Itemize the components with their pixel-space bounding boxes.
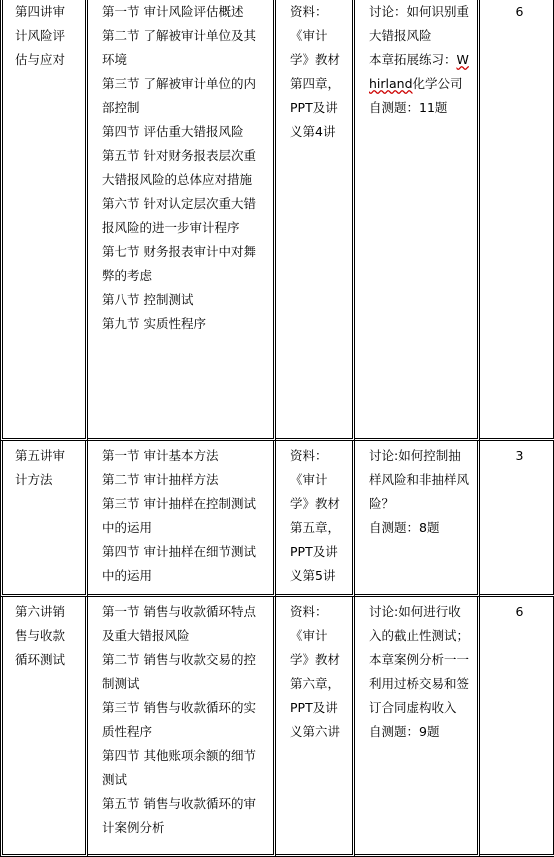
lecture-title: 第六讲销售与收款循环测试	[0, 597, 88, 857]
material-cell: 资料：《审计学》教材第四章，PPT及讲义第4讲	[276, 0, 355, 441]
section-item: 第二节 销售与收款交易的控制测试	[102, 652, 256, 691]
extension-exercise: 本章拓展练习：Whirland化学公司	[369, 52, 469, 91]
discussion-cell	[355, 0, 480, 441]
self-test: 自测题：9题	[369, 724, 440, 739]
discussion-topic: 讨论:如何控制抽样风险和非抽样风险？	[369, 448, 470, 511]
section-item: 第三节 销售与收款循环的实质性程序	[102, 700, 256, 739]
section-item: 第四节 审计抽样在细节测试中的运用	[102, 544, 256, 583]
section-item: 第三节 了解被审计单位的内部控制	[102, 76, 256, 115]
material-cell: 资料：《审计学》教材第六章，PPT及讲义第六讲	[276, 597, 355, 857]
section-item: 第一节 销售与收款循环特点及重大错报风险	[102, 604, 256, 643]
section-list	[88, 0, 276, 441]
table-row	[0, 597, 554, 857]
section-item: 第九节 实质性程序	[102, 316, 206, 331]
hours-cell: 3	[480, 441, 554, 597]
section-item: 第一节 审计基本方法	[102, 448, 219, 463]
discussion-topic: 讨论：如何识别重大错报风险	[369, 4, 470, 43]
hours-cell: 6	[480, 0, 554, 441]
table-row	[0, 441, 554, 597]
section-item: 第四节 其他账项余额的细节测试	[102, 748, 256, 787]
section-item: 第五节 针对财务报表层次重大错报风险的总体应对措施	[102, 148, 256, 187]
self-test: 自测题：11题	[369, 100, 448, 115]
section-list	[88, 597, 276, 857]
discussion-cell	[355, 597, 480, 857]
section-list	[88, 441, 276, 597]
section-item: 第二节 审计抽样方法	[102, 472, 219, 487]
section-item: 第二节 了解被审计单位及其环境	[102, 28, 256, 67]
discussion-topic: 讨论:如何进行收入的截止性测试；	[369, 604, 470, 643]
section-item: 第五节 销售与收款循环的审计案例分析	[102, 796, 256, 835]
case-analysis: 本章案例分析一一利用过桥交易和签订合同虚构收入	[369, 652, 470, 715]
self-test: 自测题：8题	[369, 520, 440, 535]
section-item: 第七节 财务报表审计中对舞弊的考虑	[102, 244, 256, 283]
lecture-title: 第四讲审计风险评估与应对	[0, 0, 88, 441]
section-item: 第八节 控制测试	[102, 292, 194, 307]
company-name: Whirland	[369, 52, 469, 91]
lecture-title: 第五讲审计方法	[0, 441, 88, 597]
section-item: 第六节 针对认定层次重大错报风险的进一步审计程序	[102, 196, 256, 235]
section-item: 第四节 评估重大错报风险	[102, 124, 244, 139]
section-item: 第三节 审计抽样在控制测试中的运用	[102, 496, 256, 535]
discussion-cell	[355, 441, 480, 597]
material-cell: 资料：《审计学》教材第五章，PPT及讲义第5讲	[276, 441, 355, 597]
section-item: 第一节 审计风险评估概述	[102, 4, 244, 19]
hours-cell: 6	[480, 597, 554, 857]
